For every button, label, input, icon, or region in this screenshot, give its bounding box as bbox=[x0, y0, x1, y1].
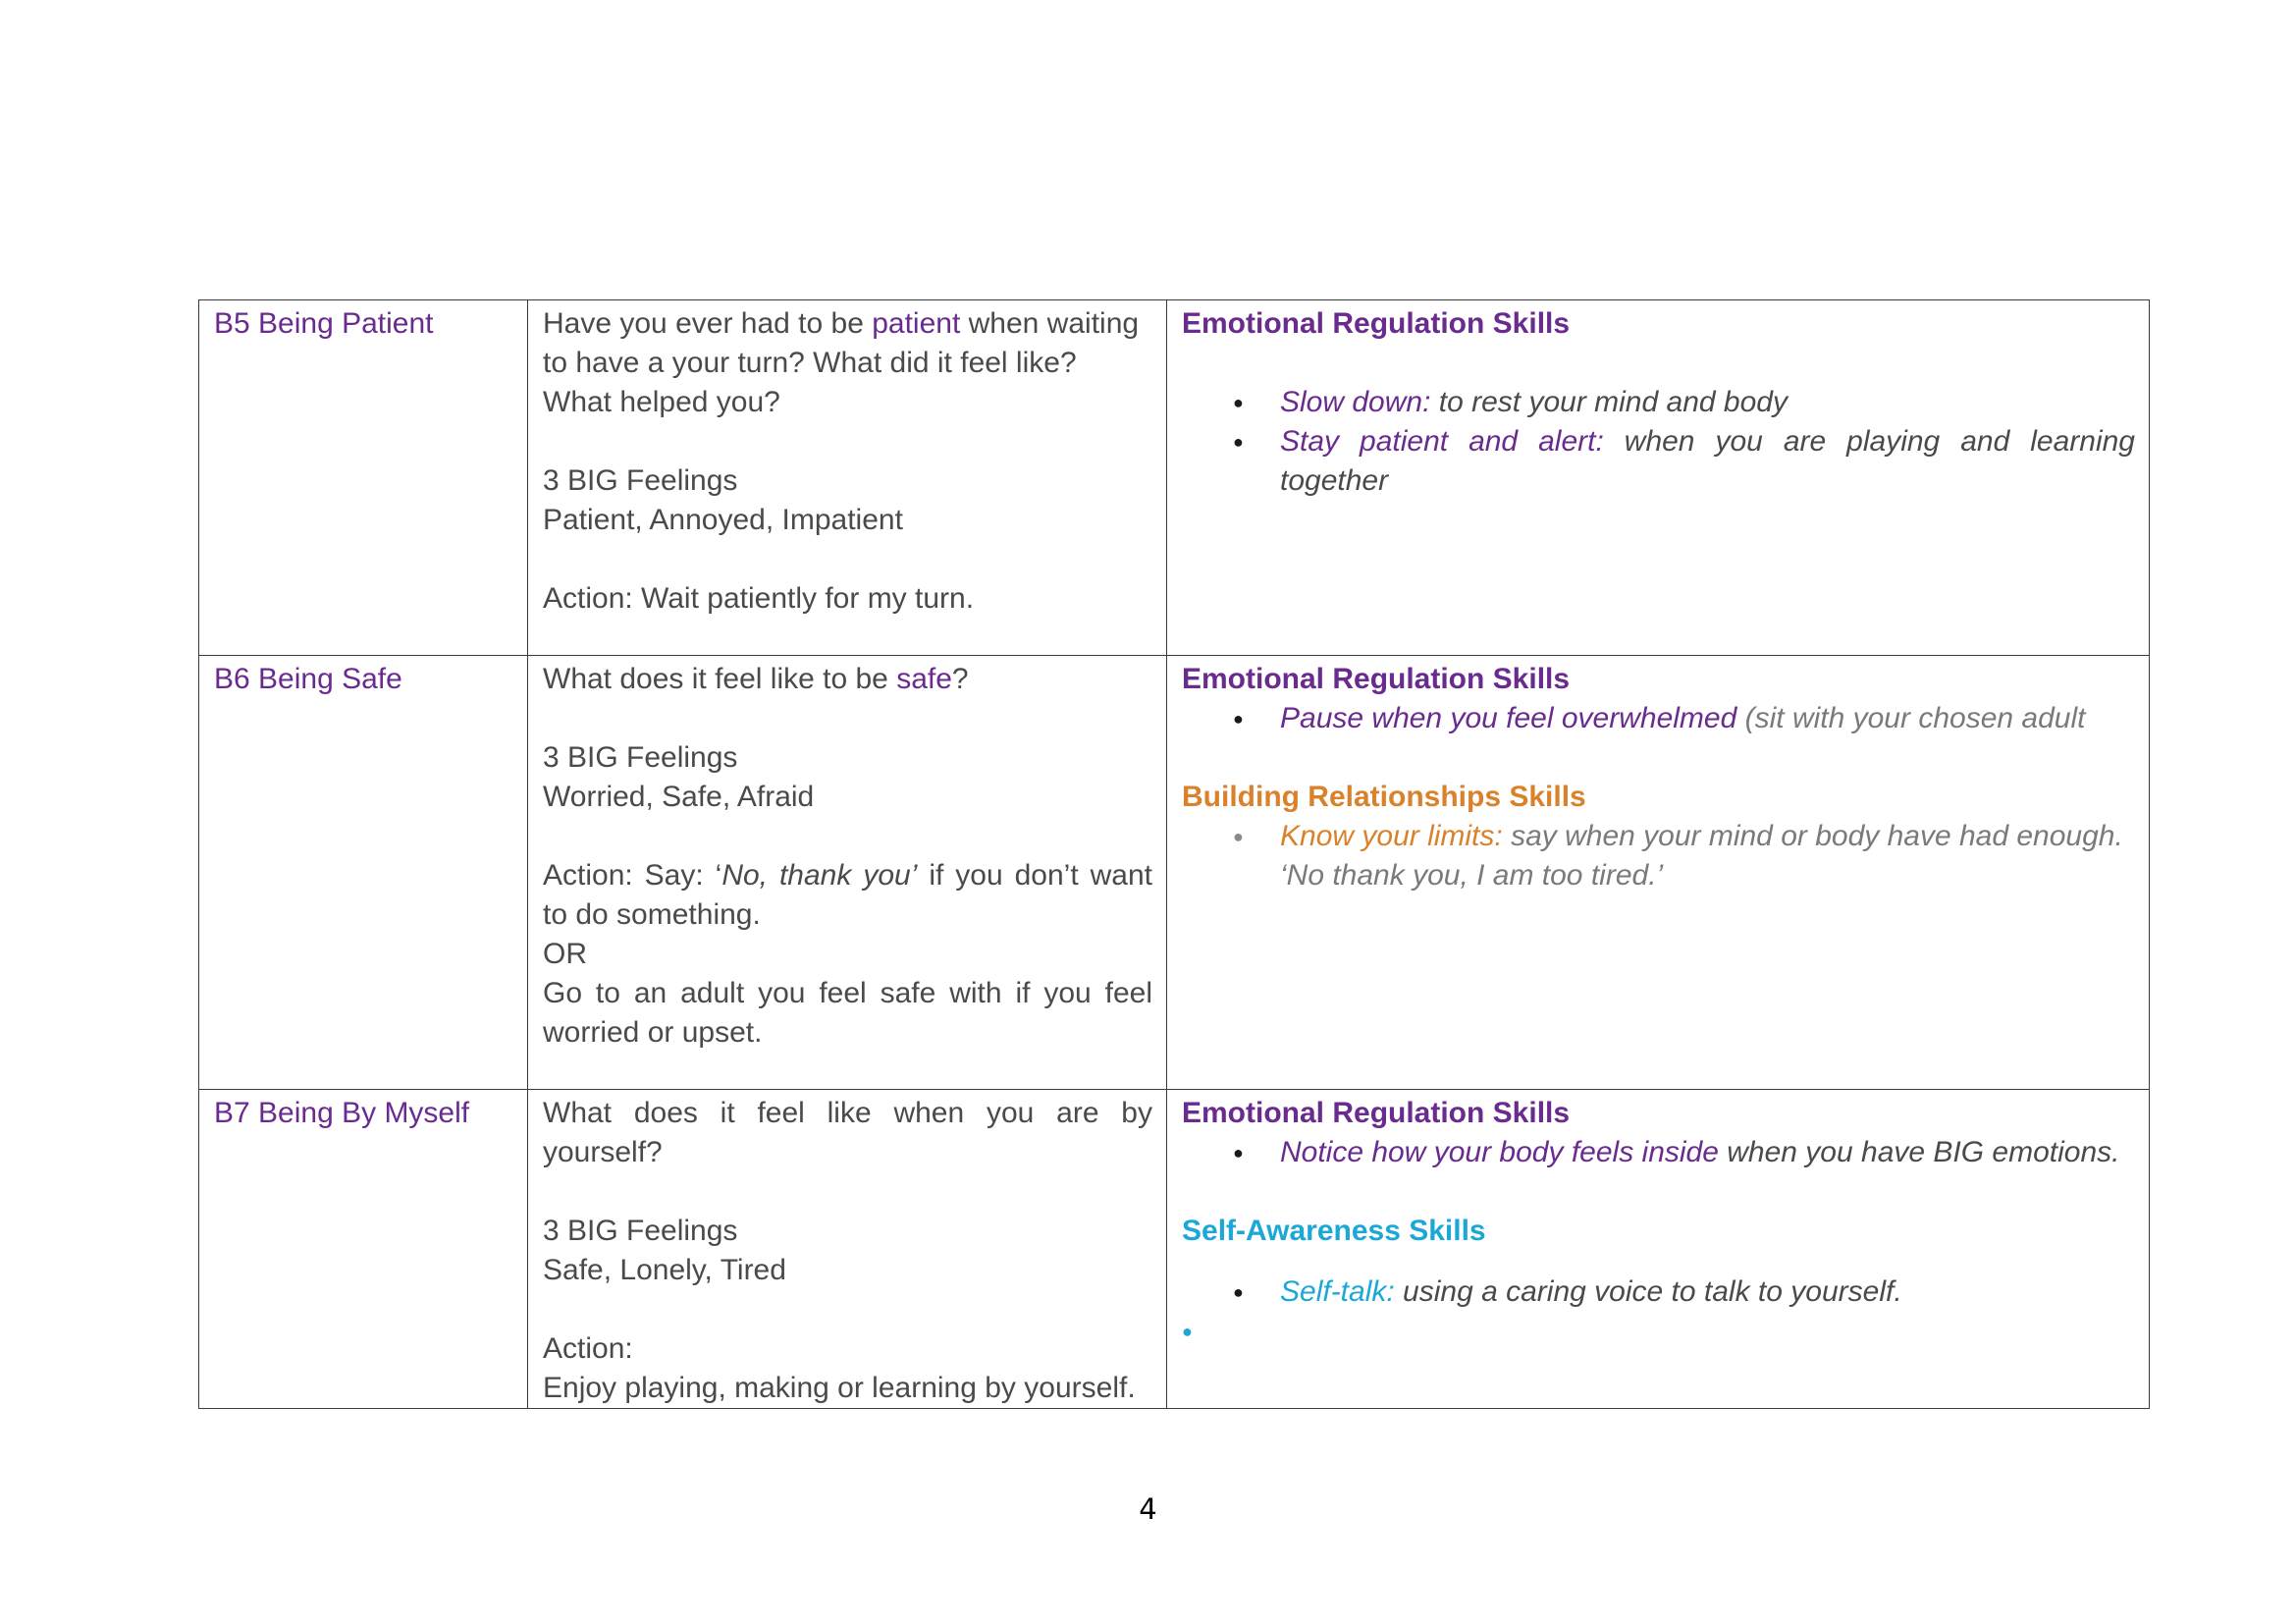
skills-list-2 bbox=[1182, 817, 2135, 895]
topic-cell bbox=[199, 300, 528, 656]
list-item: ● Self-talk: using a caring voice to talk to yourself. bbox=[1280, 1272, 2135, 1312]
skills-heading: Emotional Regulation Skills bbox=[1182, 1097, 1571, 1129]
page-number: 4 bbox=[1139, 1492, 1157, 1526]
action-text: Action: Say: ‘No, thank you’ if you don’t want to do something. bbox=[543, 859, 1152, 931]
skill-name: Stay patient and alert: bbox=[1280, 425, 1604, 458]
feelings-list: Patient, Annoyed, Impatient bbox=[543, 504, 903, 536]
skills-list bbox=[1182, 383, 2135, 501]
skill-name: Pause when you feel overwhelmed bbox=[1280, 702, 1737, 734]
feelings-list: Worried, Safe, Afraid bbox=[543, 781, 815, 813]
list-item: ● Notice how your body feels inside when you have BIG emotions. bbox=[1280, 1133, 2135, 1172]
topic-title: B7 Being By Myself bbox=[214, 1097, 470, 1129]
question-text: What does it feel like to be safe? bbox=[543, 663, 969, 695]
list-item: ● Know your limits: say when your mind or body have had enough. ‘No thank you, I am too tired.’ bbox=[1280, 817, 2135, 895]
feelings-heading: 3 BIG Feelings bbox=[543, 464, 738, 497]
table-row bbox=[199, 300, 2150, 656]
skills-heading: Emotional Regulation Skills bbox=[1182, 663, 1571, 695]
skill-name: Know your limits: bbox=[1280, 820, 1503, 852]
or-text: OR bbox=[543, 938, 587, 970]
action-text: Action: Wait patiently for my turn. bbox=[543, 582, 975, 615]
list-item: ● Pause when you feel overwhelmed (sit with your chosen adult bbox=[1280, 699, 2135, 738]
skill-name: Slow down: bbox=[1280, 386, 1431, 418]
list-item: ● Stay patient and alert: when you are playing and learning together bbox=[1280, 422, 2135, 501]
topic-cell bbox=[199, 656, 528, 1090]
topic-title: B5 Being Patient bbox=[214, 307, 434, 340]
prompt-cell bbox=[528, 300, 1167, 656]
skills-cell bbox=[1167, 300, 2150, 656]
skills-list bbox=[1182, 1133, 2135, 1172]
alt-action-text: Go to an adult you feel safe with if you feel worried or upset. bbox=[543, 977, 1152, 1049]
table-row bbox=[199, 1090, 2150, 1409]
skills-list bbox=[1182, 699, 2135, 738]
table-row bbox=[199, 656, 2150, 1090]
key-word: safe bbox=[896, 663, 952, 695]
feelings-heading: 3 BIG Feelings bbox=[543, 1215, 738, 1247]
skills-cell bbox=[1167, 1090, 2150, 1409]
feelings-list: Safe, Lonely, Tired bbox=[543, 1254, 786, 1286]
skills-cell bbox=[1167, 656, 2150, 1090]
skills-heading-2: Building Relationships Skills bbox=[1182, 781, 1586, 813]
skill-name: Self-talk: bbox=[1280, 1275, 1395, 1308]
prompt-cell bbox=[528, 656, 1167, 1090]
list-item: ● Slow down: to rest your mind and body bbox=[1280, 383, 2135, 422]
lesson-table bbox=[198, 299, 2150, 1409]
empty-bullet-icon: ● bbox=[1182, 1322, 1193, 1341]
skill-name: Notice how your body feels inside bbox=[1280, 1136, 1719, 1168]
action-text: Enjoy playing, making or learning by yourself. bbox=[543, 1372, 1136, 1404]
topic-title: B6 Being Safe bbox=[214, 663, 402, 695]
skills-heading-2: Self-Awareness Skills bbox=[1182, 1215, 1486, 1247]
question-text: Have you ever had to be patient when waiting to have a your turn? What did it feel like? What helped you? bbox=[543, 307, 1140, 418]
key-word: patient bbox=[872, 307, 961, 340]
topic-cell bbox=[199, 1090, 528, 1409]
question-text: What does it feel like when you are by yourself? bbox=[543, 1097, 1152, 1168]
skills-list-2 bbox=[1182, 1272, 2135, 1312]
action-label: Action: bbox=[543, 1332, 633, 1365]
prompt-cell bbox=[528, 1090, 1167, 1409]
feelings-heading: 3 BIG Feelings bbox=[543, 741, 738, 774]
skills-heading: Emotional Regulation Skills bbox=[1182, 307, 1571, 340]
